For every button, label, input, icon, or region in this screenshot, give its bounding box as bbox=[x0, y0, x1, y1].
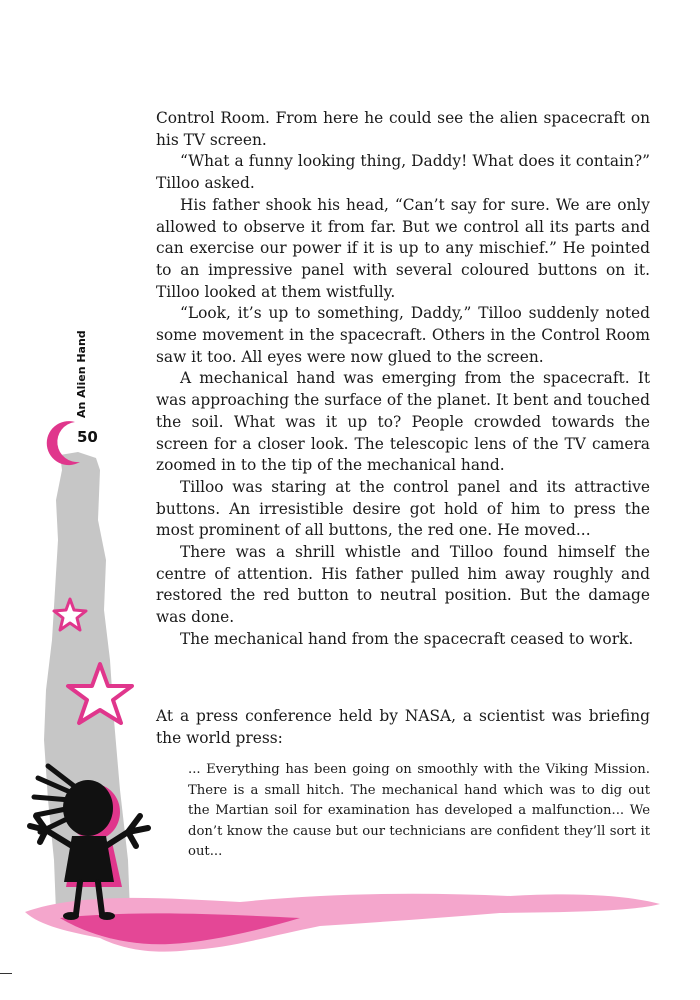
story-text bbox=[156, 108, 650, 651]
paragraph-1: Control Room. From here he could see the alien spacecraft on his TV screen. bbox=[156, 109, 650, 149]
paragraph-8: The mechanical hand from the spacecraft ceased to work. bbox=[180, 629, 634, 648]
paragraph-5: A mechanical hand was emerging from the spacecraft. It was approaching the surface of the planet. It bent and touched the soil. What was it up to? People crowded towards the screen for a closer look. The telescopic lens of the TV camera zoomed in to the tip of the mechanical hand. bbox=[156, 369, 650, 475]
paragraph-6: Tilloo was staring at the control panel and its attractive buttons. An irresistible desire got hold of him to press the most prominent of all buttons, the red one. He moved... bbox=[156, 477, 650, 540]
running-title: An Alien Hand bbox=[75, 330, 88, 418]
press-conference-intro: At a press conference held by NASA, a scientist was briefing the world press: bbox=[156, 707, 650, 747]
paragraph-4: “Look, it’s up to something, Daddy,” Tilloo suddenly noted some movement in the spacecraft. Others in the Control Room saw it too. All eyes were now glued to the screen. bbox=[156, 304, 650, 366]
paragraph-7: There was a shrill whistle and Tilloo found himself the centre of attention. His father pulled him away roughly and restored the red button to neutral position. But the damage was done. bbox=[156, 543, 650, 627]
paragraph-3: His father shook his head, “Can’t say for sure. We are only allowed to observe it from far. But we control all its parts and can exercise our power if it is up to any mischief.” He pointed to an impressive panel with several coloured buttons on it. Tilloo looked at them wistfully. bbox=[156, 195, 650, 301]
corner-crop-mark bbox=[0, 973, 12, 974]
paragraph-2: “What a funny looking thing, Daddy! What does it contain?” Tilloo asked. bbox=[156, 152, 650, 193]
page-number: 50 bbox=[77, 428, 98, 446]
scientist-quote: ... Everything has been going on smoothly with the Viking Mission. There is a small hitch. The mechanical hand which was to dig out the Martian soil for examination has developed a malfunction... We don’t know the cause but our technicians are confident they’ll sort it out... bbox=[188, 762, 650, 859]
